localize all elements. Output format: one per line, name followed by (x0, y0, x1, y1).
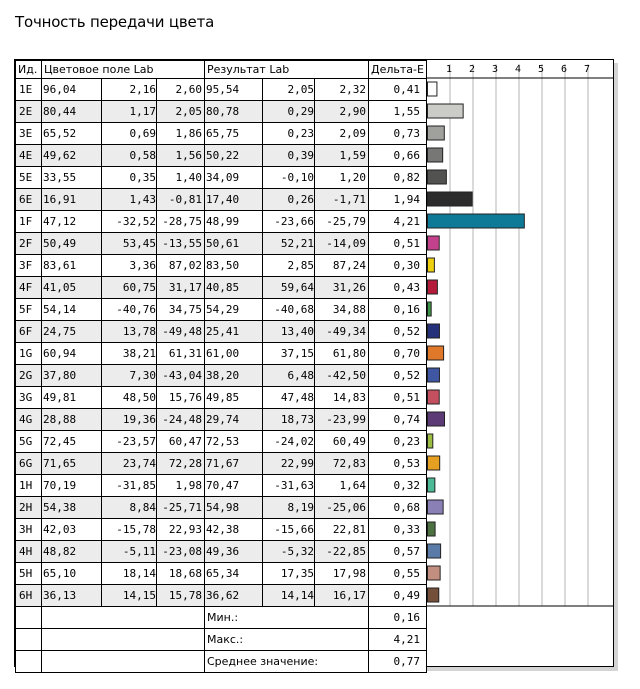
table-row (16, 431, 427, 453)
delta-e-value: 1,94 (369, 189, 427, 211)
table-row (16, 453, 427, 475)
reference-a: -15,78 (102, 519, 157, 541)
reference-a: -31,85 (102, 475, 157, 497)
reference-b: -25,71 (157, 497, 205, 519)
reference-l: 54,14 (42, 299, 102, 321)
reference-l: 28,88 (42, 409, 102, 431)
result-a: 2,85 (263, 255, 315, 277)
delta-e-value: 0,66 (369, 145, 427, 167)
result-a: -15,66 (263, 519, 315, 541)
row-id: 6H (16, 585, 42, 607)
row-id: 1G (16, 343, 42, 365)
reference-b: 87,02 (157, 255, 205, 277)
row-id: 5E (16, 167, 42, 189)
delta-e-value: 0,74 (369, 409, 427, 431)
delta-e-value: 0,43 (369, 277, 427, 299)
result-a: 52,21 (263, 233, 315, 255)
table-row (16, 277, 427, 299)
result-l: 40,85 (205, 277, 263, 299)
tick-label: 3 (492, 64, 499, 75)
table-row (16, 233, 427, 255)
color-accuracy-table (15, 60, 427, 673)
result-a: 2,05 (263, 79, 315, 101)
row-id: 2F (16, 233, 42, 255)
table-row (16, 541, 427, 563)
delta-e-value: 0,30 (369, 255, 427, 277)
row-id: 4G (16, 409, 42, 431)
reference-l: 72,45 (42, 431, 102, 453)
reference-a: 1,17 (102, 101, 157, 123)
reference-b: 1,98 (157, 475, 205, 497)
summary-blank-id (16, 607, 42, 629)
row-id: 3H (16, 519, 42, 541)
reference-l: 80,44 (42, 101, 102, 123)
result-l: 80,78 (205, 101, 263, 123)
result-b: 16,17 (315, 585, 369, 607)
summary-value: 0,77 (369, 651, 427, 673)
table-row (16, 211, 427, 233)
bar-2h (428, 500, 444, 514)
reference-a: 18,14 (102, 563, 157, 585)
reference-b: -24,48 (157, 409, 205, 431)
delta-e-value: 0,51 (369, 233, 427, 255)
reference-l: 33,55 (42, 167, 102, 189)
reference-b: -28,75 (157, 211, 205, 233)
reference-b: 15,76 (157, 387, 205, 409)
reference-b: 1,56 (157, 145, 205, 167)
result-l: 36,62 (205, 585, 263, 607)
result-b: -25,06 (315, 497, 369, 519)
summary-value: 4,21 (369, 629, 427, 651)
reference-a: 0,35 (102, 167, 157, 189)
bar-5g (428, 434, 433, 448)
result-l: 70,47 (205, 475, 263, 497)
delta-e-value: 0,33 (369, 519, 427, 541)
delta-e-value: 0,23 (369, 431, 427, 453)
reference-b: -0,81 (157, 189, 205, 211)
delta-e-value: 1,55 (369, 101, 427, 123)
delta-e-value: 0,49 (369, 585, 427, 607)
reference-a: -23,57 (102, 431, 157, 453)
table-row (16, 563, 427, 585)
bar-3h (428, 522, 436, 536)
result-b: 1,59 (315, 145, 369, 167)
reference-b: 2,60 (157, 79, 205, 101)
tick-label: 6 (561, 64, 568, 75)
bar-1e (428, 82, 437, 96)
reference-b: -43,04 (157, 365, 205, 387)
row-id: 1H (16, 475, 42, 497)
bar-3f (428, 258, 435, 272)
result-l: 49,85 (205, 387, 263, 409)
result-l: 38,20 (205, 365, 263, 387)
table-row (16, 519, 427, 541)
row-id: 4F (16, 277, 42, 299)
delta-e-value: 0,70 (369, 343, 427, 365)
table-row (16, 585, 427, 607)
delta-e-value: 0,41 (369, 79, 427, 101)
reference-l: 65,10 (42, 563, 102, 585)
row-id: 5G (16, 431, 42, 453)
reference-a: -5,11 (102, 541, 157, 563)
summary-blank-ref (42, 629, 205, 651)
delta-e-value: 4,21 (369, 211, 427, 233)
row-id: 4H (16, 541, 42, 563)
reference-b: 2,05 (157, 101, 205, 123)
delta-e-value: 0,16 (369, 299, 427, 321)
row-id: 6E (16, 189, 42, 211)
delta-e-value: 0,51 (369, 387, 427, 409)
reference-a: 23,74 (102, 453, 157, 475)
reference-l: 41,05 (42, 277, 102, 299)
reference-a: 8,84 (102, 497, 157, 519)
reference-b: 61,31 (157, 343, 205, 365)
reference-a: 53,45 (102, 233, 157, 255)
reference-l: 49,62 (42, 145, 102, 167)
reference-b: 34,75 (157, 299, 205, 321)
table-row (16, 189, 427, 211)
reference-l: 47,12 (42, 211, 102, 233)
result-b: 2,32 (315, 79, 369, 101)
reference-l: 65,52 (42, 123, 102, 145)
result-l: 61,00 (205, 343, 263, 365)
result-b: 87,24 (315, 255, 369, 277)
bar-6h (428, 588, 439, 602)
bar-5f (428, 302, 432, 316)
result-b: 2,09 (315, 123, 369, 145)
reference-l: 50,49 (42, 233, 102, 255)
reference-a: 0,58 (102, 145, 157, 167)
result-a: -23,66 (263, 211, 315, 233)
table-row (16, 497, 427, 519)
result-b: 14,83 (315, 387, 369, 409)
result-l: 29,74 (205, 409, 263, 431)
row-id: 6F (16, 321, 42, 343)
result-a: 6,48 (263, 365, 315, 387)
reference-a: 13,78 (102, 321, 157, 343)
result-l: 54,29 (205, 299, 263, 321)
header-delta: Дельта-E (369, 61, 427, 79)
reference-b: 31,17 (157, 277, 205, 299)
reference-a: -40,76 (102, 299, 157, 321)
result-b: 34,88 (315, 299, 369, 321)
reference-b: 1,40 (157, 167, 205, 189)
reference-l: 36,13 (42, 585, 102, 607)
result-b: 22,81 (315, 519, 369, 541)
result-l: 42,38 (205, 519, 263, 541)
reference-l: 16,91 (42, 189, 102, 211)
bar-4h (428, 544, 441, 558)
reference-a: 7,30 (102, 365, 157, 387)
header-result: Результат Lab (205, 61, 369, 79)
row-id: 3G (16, 387, 42, 409)
delta-e-value: 0,68 (369, 497, 427, 519)
table-body (16, 61, 427, 673)
result-l: 50,22 (205, 145, 263, 167)
result-a: -31,63 (263, 475, 315, 497)
result-l: 83,50 (205, 255, 263, 277)
bar-2g (428, 368, 440, 382)
delta-e-value: 0,52 (369, 321, 427, 343)
result-a: 37,15 (263, 343, 315, 365)
reference-l: 60,94 (42, 343, 102, 365)
row-id: 5H (16, 563, 42, 585)
reference-b: -23,08 (157, 541, 205, 563)
reference-a: 3,36 (102, 255, 157, 277)
row-id: 2H (16, 497, 42, 519)
summary-label: Мин.: (205, 607, 369, 629)
bar-1g (428, 346, 444, 360)
delta-e-value: 0,55 (369, 563, 427, 585)
reference-b: -13,55 (157, 233, 205, 255)
result-l: 34,09 (205, 167, 263, 189)
page-title: Точность передачи цвета (15, 13, 215, 31)
result-l: 54,98 (205, 497, 263, 519)
reference-l: 71,65 (42, 453, 102, 475)
header-reference: Цветовое поле Lab (42, 61, 205, 79)
result-l: 95,54 (205, 79, 263, 101)
table-row (16, 255, 427, 277)
reference-l: 48,82 (42, 541, 102, 563)
summary-value: 0,16 (369, 607, 427, 629)
result-b: -42,50 (315, 365, 369, 387)
bar-5e (428, 170, 447, 184)
table-row (16, 365, 427, 387)
reference-a: 1,43 (102, 189, 157, 211)
result-l: 72,53 (205, 431, 263, 453)
result-a: 0,29 (263, 101, 315, 123)
result-l: 65,34 (205, 563, 263, 585)
result-a: 22,99 (263, 453, 315, 475)
tick-label: 4 (515, 64, 522, 75)
result-b: -14,09 (315, 233, 369, 255)
reference-b: 60,47 (157, 431, 205, 453)
reference-b: 1,86 (157, 123, 205, 145)
reference-b: -49,48 (157, 321, 205, 343)
plot-area (427, 78, 613, 606)
delta-e-value: 0,82 (369, 167, 427, 189)
reference-b: 18,68 (157, 563, 205, 585)
result-a: 13,40 (263, 321, 315, 343)
bar-1f (428, 214, 525, 228)
summary-row (16, 651, 427, 673)
result-b: 2,90 (315, 101, 369, 123)
row-id: 3E (16, 123, 42, 145)
bar-4g (428, 412, 445, 426)
reference-a: 2,16 (102, 79, 157, 101)
color-accuracy-panel (14, 59, 614, 667)
result-l: 25,41 (205, 321, 263, 343)
result-b: 60,49 (315, 431, 369, 453)
table-row (16, 409, 427, 431)
row-id: 3F (16, 255, 42, 277)
summary-blank-id (16, 629, 42, 651)
delta-e-bar-chart (426, 60, 613, 666)
delta-e-value: 0,57 (369, 541, 427, 563)
tick-label: 1 (446, 64, 453, 75)
result-l: 49,36 (205, 541, 263, 563)
delta-e-value: 0,32 (369, 475, 427, 497)
table-row (16, 321, 427, 343)
bar-1h (428, 478, 435, 492)
bar-3e (428, 126, 445, 140)
summary-blank-ref (42, 651, 205, 673)
delta-e-value: 0,73 (369, 123, 427, 145)
table-header (16, 61, 427, 79)
table-row (16, 299, 427, 321)
tick-label: 7 (584, 64, 591, 75)
table-row (16, 167, 427, 189)
result-a: 59,64 (263, 277, 315, 299)
bar-6e (428, 192, 473, 206)
summary-blank-id (16, 651, 42, 673)
tick-label: 5 (538, 64, 545, 75)
result-b: -23,99 (315, 409, 369, 431)
reference-a: 48,50 (102, 387, 157, 409)
summary-row (16, 607, 427, 629)
result-b: 17,98 (315, 563, 369, 585)
result-a: 47,48 (263, 387, 315, 409)
reference-l: 70,19 (42, 475, 102, 497)
reference-l: 49,81 (42, 387, 102, 409)
result-l: 17,40 (205, 189, 263, 211)
reference-l: 42,03 (42, 519, 102, 541)
row-id: 5F (16, 299, 42, 321)
reference-l: 24,75 (42, 321, 102, 343)
result-b: -1,71 (315, 189, 369, 211)
reference-a: 60,75 (102, 277, 157, 299)
result-a: 0,26 (263, 189, 315, 211)
bar-6g (428, 456, 440, 470)
summary-label: Среднее значение: (205, 651, 369, 673)
reference-b: 15,78 (157, 585, 205, 607)
header-id: Ид. (16, 61, 42, 79)
bar-4e (428, 148, 443, 162)
result-b: 61,80 (315, 343, 369, 365)
delta-e-value: 0,53 (369, 453, 427, 475)
summary-blank-ref (42, 607, 205, 629)
result-a: 0,23 (263, 123, 315, 145)
table-row (16, 145, 427, 167)
result-a: -24,02 (263, 431, 315, 453)
result-l: 71,67 (205, 453, 263, 475)
bar-3g (428, 390, 440, 404)
reference-a: 19,36 (102, 409, 157, 431)
bar-4f (428, 280, 438, 294)
reference-l: 37,80 (42, 365, 102, 387)
row-id: 1E (16, 79, 42, 101)
bar-2e (428, 104, 464, 118)
result-b: 72,83 (315, 453, 369, 475)
reference-a: 0,69 (102, 123, 157, 145)
table-row (16, 343, 427, 365)
row-id: 4E (16, 145, 42, 167)
result-l: 48,99 (205, 211, 263, 233)
delta-e-value: 0,52 (369, 365, 427, 387)
table-row (16, 387, 427, 409)
result-b: 31,26 (315, 277, 369, 299)
bar-6f (428, 324, 440, 338)
row-id: 2G (16, 365, 42, 387)
result-a: 18,73 (263, 409, 315, 431)
result-a: -0,10 (263, 167, 315, 189)
result-l: 65,75 (205, 123, 263, 145)
table-row (16, 475, 427, 497)
reference-b: 72,28 (157, 453, 205, 475)
reference-a: 14,15 (102, 585, 157, 607)
bar-5h (428, 566, 441, 580)
result-b: -49,34 (315, 321, 369, 343)
result-a: 0,39 (263, 145, 315, 167)
result-a: 14,14 (263, 585, 315, 607)
result-a: -5,32 (263, 541, 315, 563)
table-row (16, 123, 427, 145)
reference-l: 83,61 (42, 255, 102, 277)
bar-2f (428, 236, 440, 250)
row-id: 6G (16, 453, 42, 475)
result-a: -40,68 (263, 299, 315, 321)
result-l: 50,61 (205, 233, 263, 255)
reference-l: 96,04 (42, 79, 102, 101)
reference-a: 38,21 (102, 343, 157, 365)
result-b: 1,20 (315, 167, 369, 189)
result-b: 1,64 (315, 475, 369, 497)
table-row (16, 101, 427, 123)
table-row (16, 79, 427, 101)
row-id: 1F (16, 211, 42, 233)
summary-label: Макс.: (205, 629, 369, 651)
reference-b: 22,93 (157, 519, 205, 541)
result-a: 17,35 (263, 563, 315, 585)
tick-label: 2 (469, 64, 476, 75)
result-b: -22,85 (315, 541, 369, 563)
result-a: 8,19 (263, 497, 315, 519)
result-b: -25,79 (315, 211, 369, 233)
summary-row (16, 629, 427, 651)
reference-l: 54,38 (42, 497, 102, 519)
reference-a: -32,52 (102, 211, 157, 233)
row-id: 2E (16, 101, 42, 123)
